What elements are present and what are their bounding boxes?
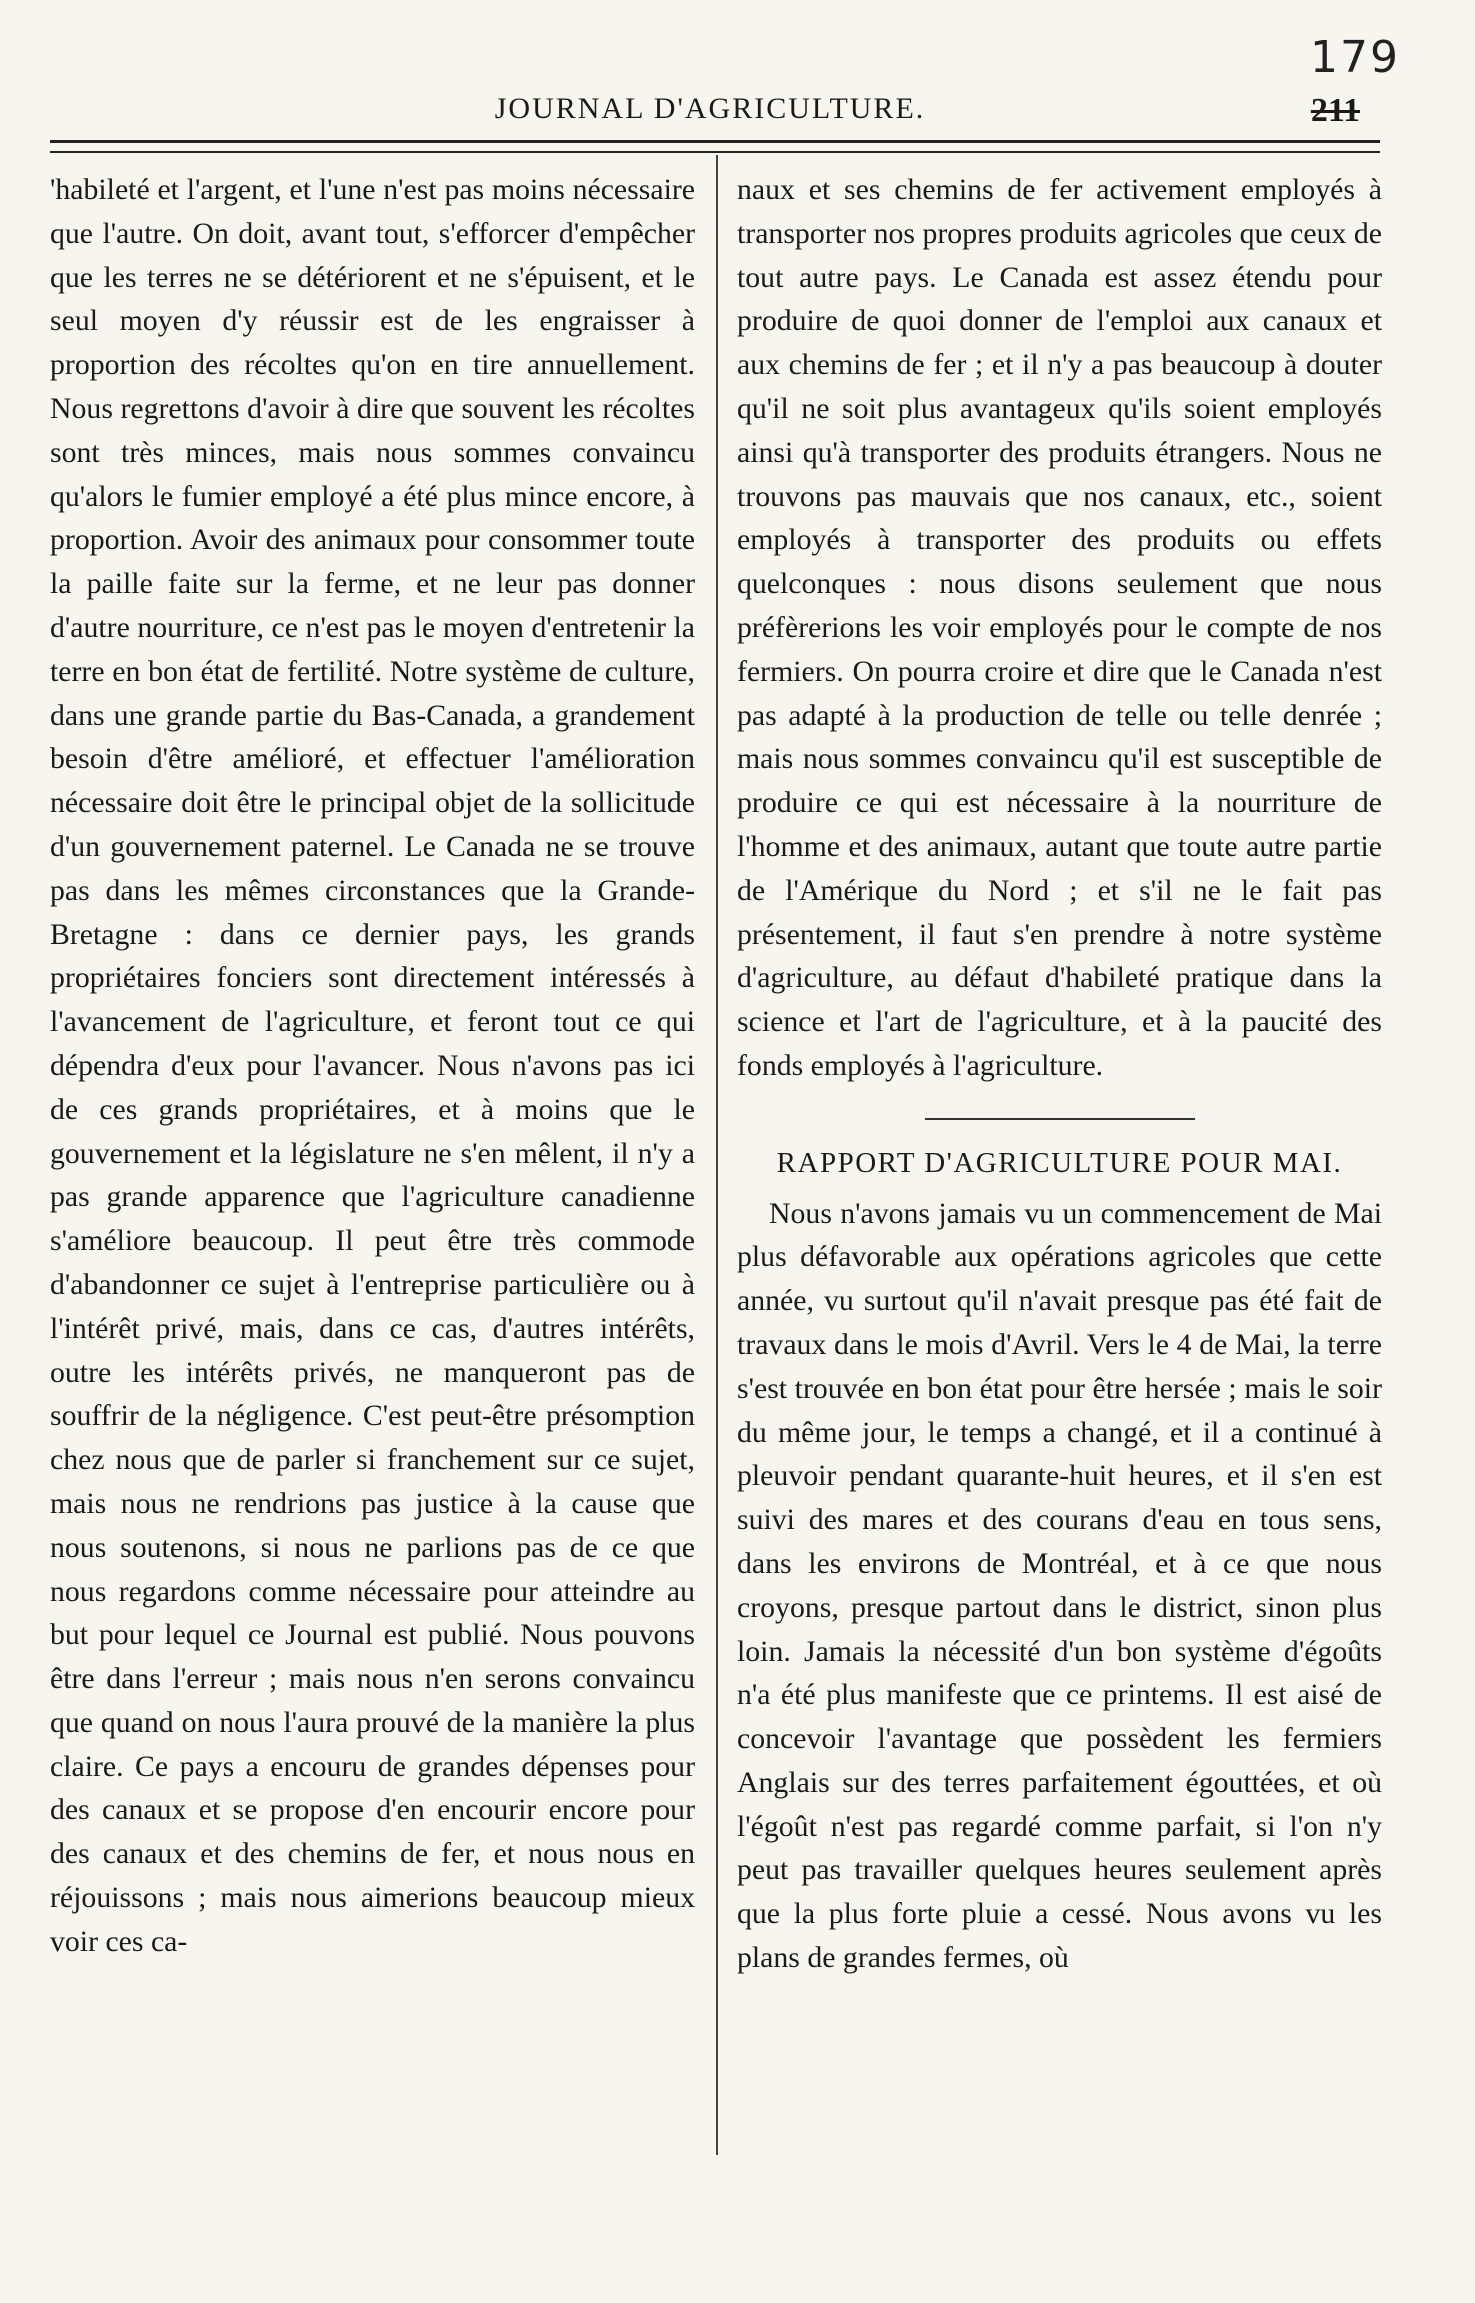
page-header	[50, 92, 1370, 142]
section-paragraph: Nous n'avons jamais vu un commencement de Mai plus défavorable aux opérations agricoles que cette année, vu surtout qu'il n'avait presque pas été fait de travaux dans le mois d'Avril. Vers le 4 de Mai, la terre s'est trouvée en bon état pour être hersée ; mais le soir du même jour, le temps a changé, et il a continué à pleuvoir pendant quarante-huit heures, et il s'en est suivi des mares et des courans d'eau en tous sens, dans les environs de Montréal, et à ce que nous croyons, presque partout dans le district, sinon plus loin. Jamais la nécessité d'un bon système d'égoûts n'a été plus manifeste que ce printems. Il est aisé de concevoir l'avantage que possèdent les fermiers Anglais sur des terres parfaitement égouttées, et où l'égoût n'est pas regardé comme parfait, si l'on n'y peut pas travailler quelques heures seulement après que la plus forte pluie a cessé. Nous avons vu les plans de grandes fermes, où	[737, 1196, 1382, 1975]
body-paragraph: 'habileté et l'argent, et l'une n'est pas moins nécessaire que l'autre. On doit, avant tout, s'efforcer d'empêcher que les terres ne se détériorent et ne s'épuisent, et le seul moyen d'y réussir est de les engraisser à proportion des récoltes qu'on en tire annuellement. Nous regrettons d'avoir à dire que souvent les récoltes sont très minces, mais nous sommes convaincu qu'alors le fumier employé a été plus mince encore, à proportion. Avoir des animaux pour consommer toute la paille faite sur la ferme, et ne leur pas donner d'autre nourriture, ce n'est pas le moyen d'entretenir la terre en bon état de fertilité. Notre système de culture, dans une grande partie du Bas-Canada, a grandement besoin d'être amélioré, et effectuer l'amélioration nécessaire doit être le principal objet de la sollicitude d'un gouvernement paternel. Le Canada ne se trouve pas dans les mêmes circonstances que la Grande-Bretagne : dans ce dernier pays, les grands propriétaires fonciers sont directement intéressés à l'avancement de l'agriculture, et feront tout ce qui dépendra d'eux pour l'avancer. Nous n'avons pas ici de ces grands propriétaires, et à moins que le gouvernement et la législature ne s'en mêlent, il n'y a pas grande apparence que l'agriculture canadienne s'améliore beaucoup. Il peut être très commode d'abandonner ce sujet à l'entreprise particulière ou à l'intérêt privé, mais, dans ce cas, d'autres intérêts, outre les intérêts privés, ne manqueront pas de souffrir de la négligence. C'est peut-être présomption chez nous que de parler si franchement sur ce sujet, mais nous ne rendrions pas justice à la cause que nous soutenons, si nous ne parlions pas de ce que nous regardons comme nécessaire pour atteindre au but pour lequel ce Journal est publié. Nous pouvons être dans l'erreur ; mais nous n'en serons convaincu que quand on nous l'aura prouvé de la manière la plus claire. Ce pays a encouru de grandes dépenses pour des canaux et se propose d'en encourir encore pour des canaux et des chemins de fer, et nous nous en réjouissons ; mais nous aimerions beaucoup mieux voir ces ca-	[50, 173, 695, 1958]
section-heading: RAPPORT D'AGRICULTURE POUR MAI.	[776, 1146, 1343, 1179]
page-number: 211	[1310, 92, 1360, 129]
body-paragraph-continued: naux et ses chemins de fer activement employés à transporter nos propres produits agricoles que ceux de tout autre pays. Le Canada est assez étendu pour produire de quoi donner de l'emploi aux canaux et aux chemins de fer ; et il n'y a pas beaucoup à douter qu'il ne soit plus avantageux qu'ils soient employés ainsi qu'à transporter des produits étrangers. Nous ne trouvons pas mauvais que nos canaux, etc., soient employés à transporter des produits ou effets quelconques : nous disons seulement que nous préfèrerions les voir employés pour le compte de nos fermiers. On pourra croire et dire que le Canada n'est pas adapté à la production de telle ou telle denrée ; mais nous sommes convaincu qu'il est susceptible de produire ce qui est nécessaire à la nourriture de l'homme et des animaux, autant que toute autre partie de l'Amérique du Nord ; et s'il ne le fait pas présentement, il faut s'en prendre à notre système d'agriculture, au défaut d'habileté pratique dans la science et l'art de l'agriculture, et à la paucité des fonds employés à l'agriculture.	[737, 173, 1382, 1082]
section-rule	[925, 1118, 1195, 1120]
header-rule	[50, 140, 1380, 153]
left-column	[50, 168, 695, 1964]
handwritten-page-annotation: 179	[1310, 32, 1400, 83]
right-column	[737, 168, 1382, 1980]
running-title: JOURNAL D'AGRICULTURE.	[494, 92, 926, 125]
column-divider	[716, 155, 718, 2155]
